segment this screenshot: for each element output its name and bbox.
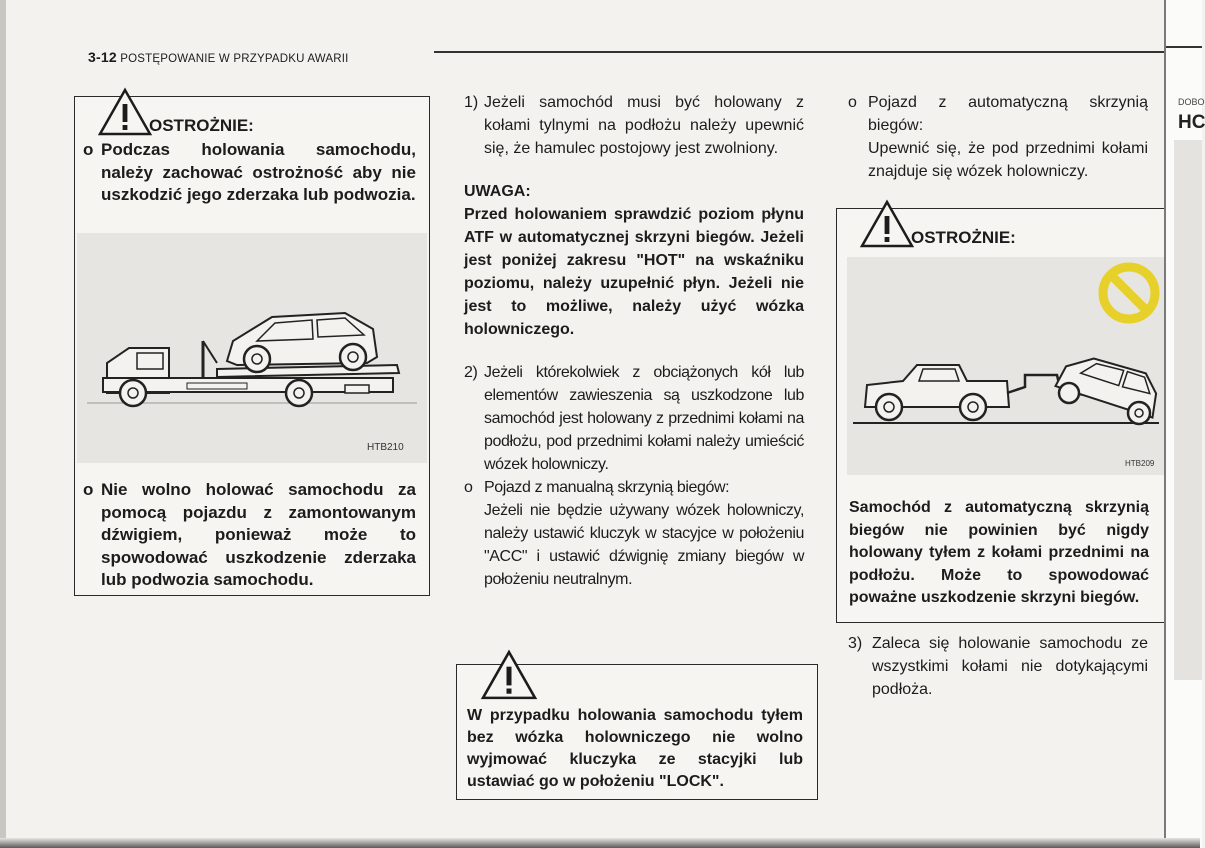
adjacent-page-edge [1164,0,1205,848]
right-column-top [848,91,1148,183]
manual-transmission-item [464,476,804,591]
right-caution-box [836,208,1178,623]
warning-triangle-icon [479,649,539,701]
adjacent-page-rule [1166,46,1202,48]
note-title: UWAGA: [464,183,531,200]
prohibition-sign-icon [1103,267,1155,319]
tow-dolly-illustration [847,257,1165,475]
step-text: Jeżeli którekolwiek z obciążonych kół lub elementów zawieszenia są uszkodzone lub samochód jest holowany z przednimi kołami na podłożu, pod przednimi kołami należy umieścić wózek holowniczy. [484,364,804,473]
caution-header [97,87,254,137]
figure-label-htb209: HTB209 [1125,459,1155,468]
caution-bullet-1 [83,139,416,207]
adjacent-page-heading: HC [1178,112,1205,133]
note-text: Przed holowaniem sprawdzić poziom płynu ATF w automatycznej skrzyni biegów. Jeżeli jest poniżej zakresu "HOT" na wskaźniku poziomu, należy uzupełnić płyn. Jeżeli nie jest to możliwe, należy użyć wózka holowniczego. [464,206,804,338]
adjacent-page-shade [1174,140,1202,680]
caution-bullet-text: Nie wolno holować samochodu za pomocą pojazdu z zamontowanym dźwigiem, ponieważ może to spowodować uszkodzenie zderzaka lub podwozia samochodu. [101,480,416,589]
scan-edge-bottom [0,838,1200,848]
caution-bullet-2 [83,479,416,592]
flatbed-truck-figure [77,233,427,463]
scan-edge-left [0,0,6,848]
step-number: 3) [848,635,863,652]
step-number: 2) [464,364,478,381]
step-text: Jeżeli samochód musi być holowany z kołami tylnymi na podłożu należy upewnić się, że hamulec postojowy jest zwolniony. [484,94,804,157]
caution-bullet-text: Podczas holowania samochodu, należy zachować ostrożność aby nie uszkodzić jego zderzaka lub podwozia. [101,140,416,204]
right-column-bottom [848,632,1148,701]
rear-tow-figure [847,257,1165,475]
section-title: POSTĘPOWANIE W PRZYPADKU AWARII [120,53,349,65]
bullet-marker: o [83,140,94,159]
figure-label-htb210: HTB210 [367,442,404,453]
caution-header [859,199,1016,249]
step-text: Zaleca się holowanie samochodu ze wszystkimi kołami nie dotykającymi podłoża. [872,635,1148,698]
auto-title: Pojazd z automatyczną skrzynią biegów: [868,94,1148,134]
page-header [88,49,349,65]
warning-box-text: W przypadku holowania samochodu tyłem bez wózka holowniczego nie wolno wyjmować kluczyka ze stacyjki lub ustawiać go w położeniu "LOCK". [467,707,803,790]
step-2 [464,361,804,476]
right-caution-text: Samochód z automatyczną skrzynią biegów nie powinien być nigdy holowany tyłem z kołami przednimi na podłożu. Może to spowodować poważne uszkodzenie skrzyni biegów. [849,499,1149,606]
header-rule [434,51,1164,53]
step-number: 1) [464,94,479,111]
middle-column [464,91,804,591]
flatbed-tow-illustration [77,233,427,463]
manual-text: Jeżeli nie będzie używany wózek holowniczy, należy ustawić kluczyk w stacyjce w położeniu "ACC" i ustawić dźwignię zmiany biegów w położeniu neutralnym. [484,502,804,588]
left-caution-box [74,96,430,596]
bullet-marker: o [848,94,857,111]
bullet-marker: o [464,479,473,496]
warning-triangle-icon [859,199,915,249]
bullet-marker: o [83,480,94,499]
adjacent-page-small-text: DOBO [1178,97,1205,107]
automatic-transmission-item [848,91,1148,183]
auto-text: Upewnić się, że pod przednimi kołami znajduje się wózek holowniczy. [868,140,1148,180]
step-3 [848,632,1148,701]
page-number: 3-12 [88,49,117,65]
manual-title: Pojazd z manualną skrzynią biegów: [484,479,730,496]
warning-triangle-icon [97,87,153,137]
middle-warning-box [456,664,818,800]
caution-title: OSTROŻNIE: [911,228,1016,247]
step-1 [464,91,804,160]
caution-title: OSTROŻNIE: [149,116,254,135]
